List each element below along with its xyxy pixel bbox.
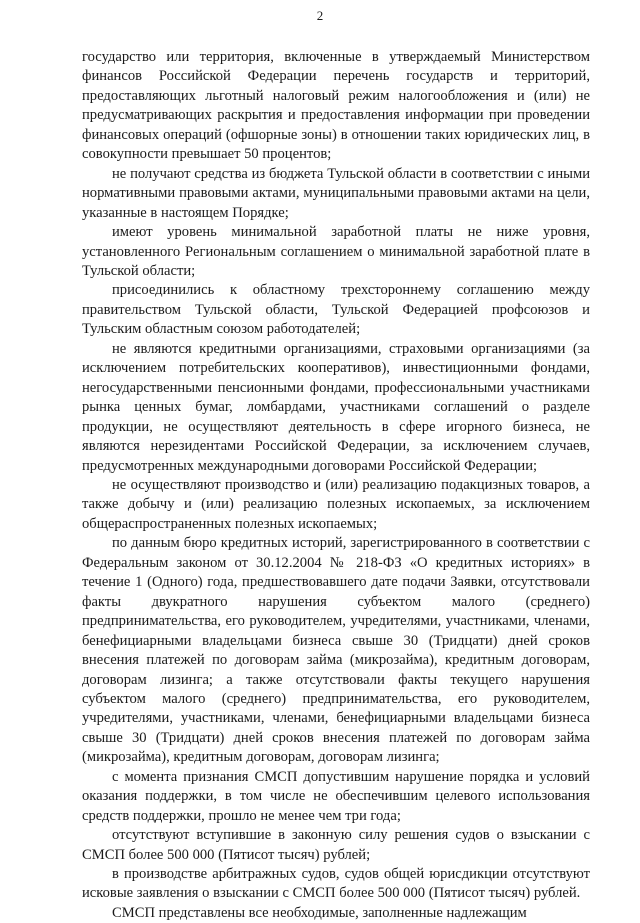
paragraph-offshore-continuation: государство или территория, включенные в утверждаемый Министерством финансов Российской Федерации перечень государств и территорий, предоставляющих льготный налоговый режим налогообложения и (или) не предусматривающих раскрытия и предоставления информации при проведении финансовых операций (офшорные зоны) в отношении таких юридических лиц, в совокупности превышает 50 процентов; — [82, 49, 590, 163]
paragraph-documents-submitted: СМСП представлены все необходимые, заполненные надлежащим — [112, 904, 527, 921]
paragraph-tripartite-agreement: присоединились к областному трехстороннему соглашению между правительством Тульской области, Тульской Федерацией профсоюзов и Тульским областным союзом работодателей; — [82, 282, 590, 338]
paragraph-credit-history: по данным бюро кредитных историй, зарегистрированного в соответствии с Федеральным законом от 30.12.2004 № 218-ФЗ «О кредитных историях» в течение 1 (Одного) года, предшествовавшего дате подачи Заявки, отсутствовали факты двукратного нарушения субъектом малого (среднего) предпринимательства, его руководителем, учредителями, участниками, членами, бенефициарными владельцами бизнеса свыше 30 (Тридцати) дней сроков внесения платежей по договорам займа (микрозайма), кредитным договорам, договорам лизинга; а также отсутствовали факты текущего нарушения субъектом малого (среднего) предпринимательства, его руководителем, учредителями, участниками, членами, бенефициарными владельцами бизнеса свыше 30 (Тридцати) дней сроков внесения платежей по договорам займа (микрозайма), кредитным договорам, договорам лизинга; — [82, 535, 590, 766]
page-number: 2 — [316, 8, 324, 23]
paragraph-violation-period: с момента признания СМСП допустившим нарушение порядка и условий оказания поддержки, в том числе не обеспечившим целевого использования средств поддержки, прошло не менее чем три года; — [82, 768, 590, 824]
paragraph-court-decisions: отсутствуют вступившие в законную силу решения судов о взыскании с СМСП более 500 000 (Пятисот тысяч) рублей; — [82, 827, 590, 863]
paragraph-minimum-wage: имеют уровень минимальной заработной платы не ниже уровня, установленного Региональным соглашением о минимальной заработной плате в Тульской области; — [82, 224, 590, 279]
paragraph-not-credit-organizations: не являются кредитными организациями, страховыми организациями (за исключением потребительских кооперативов), инвестиционными фондами, негосударственными пенсионными фондами, профессиональными участниками рынка ценных бумаг, ломбардами, участниками соглашений о разделе продукции, не осуществляют деятельность в сфере игорного бизнеса, не являются нерезидентами Российской Федерации, за исключением случаев, предусмотренных международными договорами Российской Федерации; — [82, 340, 590, 474]
paragraph-budget-funds: не получают средства из бюджета Тульской области в соответствии с иными нормативными правовыми актами, муниципальными правовыми актами на цели, указанные в настоящем Порядке; — [82, 165, 590, 221]
document-body — [82, 48, 590, 923]
paragraph-excise-goods: не осуществляют производство и (или) реализацию подакцизных товаров, а также добычу и (или) реализацию полезных ископаемых, за исключением общераспространенных полезных ископаемых; — [82, 476, 590, 532]
paragraph-arbitration-claims: в производстве арбитражных судов, судов общей юрисдикции отсутствуют исковые заявления о взыскании с СМСП более 500 000 (Пятисот тысяч) рублей. — [82, 866, 590, 902]
